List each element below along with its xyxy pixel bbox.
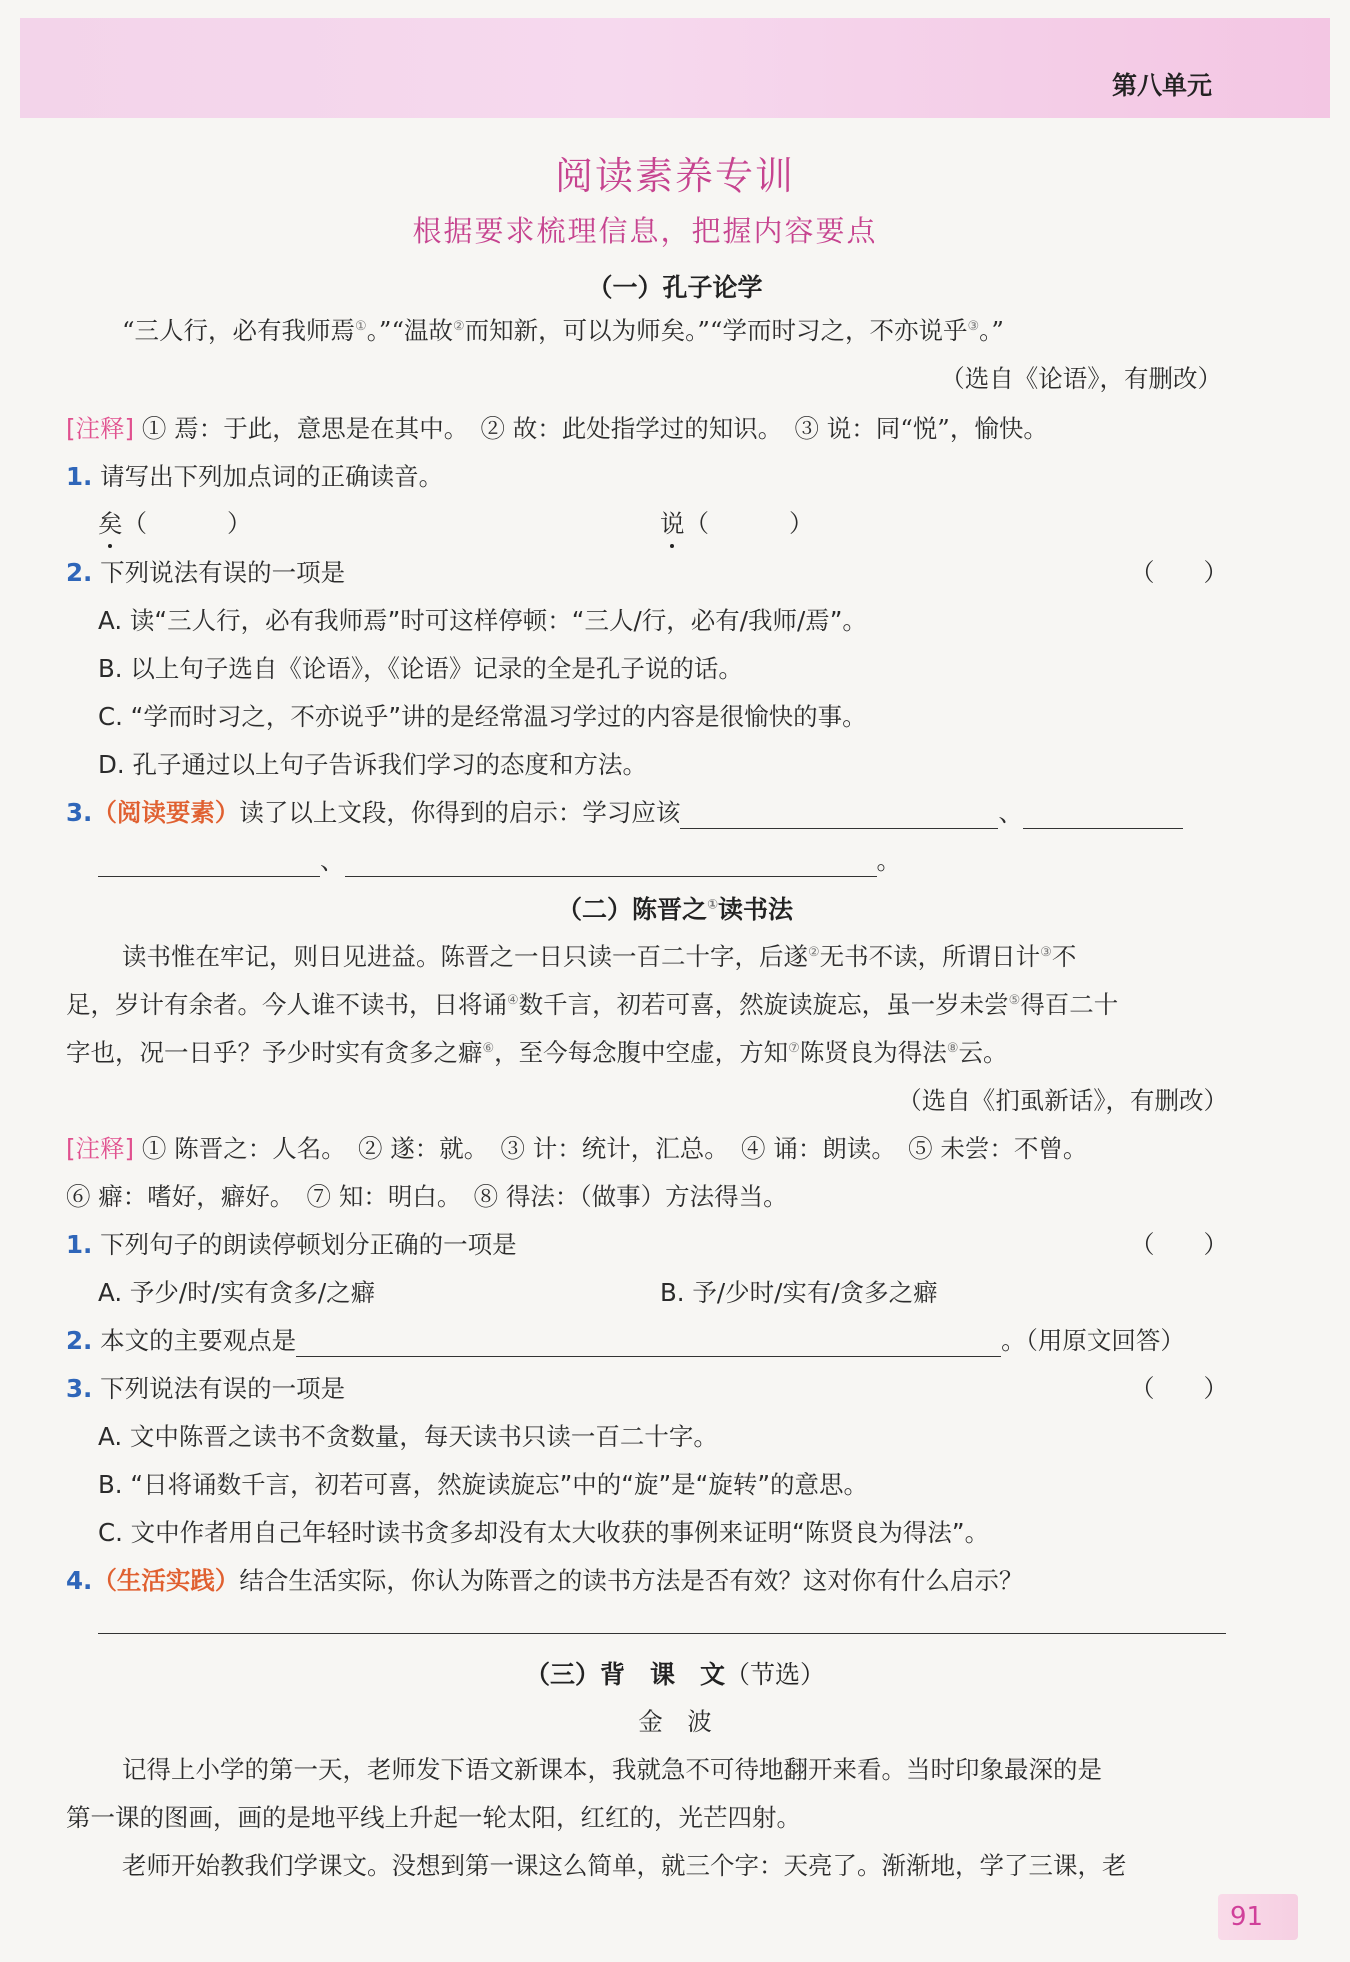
answer-line[interactable] [296, 1356, 1001, 1357]
s1-q2-option-c[interactable]: C. “学而时习之，不亦说乎”讲的是经常温习学过的内容是很愉快的事。 [98, 702, 867, 731]
s1-q1-blank-1[interactable]: 矣（ ） [98, 509, 252, 538]
s1-question-3: 3.（阅读要素）读了以上文段，你得到的启示：学习应该 、 [66, 794, 1183, 829]
s2-q3-option-a[interactable]: A. 文中陈晋之读书不贪数量，每天读书只读一百二十字。 [98, 1422, 718, 1451]
page-subtitle: 根据要求梳理信息，把握内容要点 [412, 214, 878, 248]
page-title: 阅读素养专训 [554, 154, 795, 198]
s2-para-line-3: 字也，况一日乎？予少时实有贪多之癖⑥，至今每念腹中空虚，方知⑦陈贤良为得法⑧云。 [66, 1038, 1008, 1067]
s3-para-line-2: 第一课的图画，画的是地平线上升起一轮太阳，红红的，光芒四射。 [66, 1803, 801, 1832]
unit-label: 第八单元 [1111, 71, 1212, 100]
page-number: 91 [1218, 1894, 1298, 1940]
section2-source: （选自《扪虱新话》，有删改） [897, 1086, 1228, 1115]
section1-notes: [注释] ① 焉：于此，意思是在其中。 ② 故：此处指学过的知识。 ③ 说：同“悦”，愉快。 [66, 414, 1048, 443]
s2-q3-option-c[interactable]: C. 文中作者用自己年轻时读书贪多却没有太大收获的事例来证明“陈贤良为得法”。 [98, 1518, 990, 1547]
note-label: [注释] [66, 1134, 135, 1163]
s2-question-1: 1. 下列句子的朗读停顿划分正确的一项是 [66, 1230, 517, 1259]
s1-q1-blank-2[interactable]: 说（ ） [660, 509, 814, 538]
s1-q2-option-b[interactable]: B. 以上句子选自《论语》，《论语》记录的全是孔子说的话。 [98, 654, 743, 683]
header-band [20, 18, 1330, 118]
s2-q1-option-a[interactable]: A. 予少/时/实有贪多/之癖 [98, 1278, 376, 1307]
s2-q1-option-b[interactable]: B. 予/少时/实有/贪多之癖 [660, 1278, 938, 1307]
tag-reading: （阅读要素） [92, 798, 240, 827]
s1-q2-answer-bracket[interactable]: （ ） [1130, 558, 1228, 587]
answer-line[interactable] [680, 828, 998, 829]
s3-para-line-3: 老师开始教我们学课文。没想到第一课这么简单，就三个字：天亮了。渐渐地，学了三课，老 [122, 1851, 1127, 1880]
section3-author: 金 波 [638, 1707, 712, 1736]
s2-q3-answer-bracket[interactable]: （ ） [1130, 1374, 1228, 1403]
section3-title: （三）背 课 文（节选） [524, 1660, 826, 1689]
answer-line[interactable] [98, 876, 320, 877]
answer-line[interactable] [1023, 828, 1183, 829]
s2-question-2: 2. 本文的主要观点是 。（用原文回答） [66, 1326, 1185, 1355]
section2-notes-2: ⑥ 癖：嗜好，癖好。 ⑦ 知：明白。 ⑧ 得法：（做事）方法得当。 [66, 1182, 788, 1211]
s1-q2-option-a[interactable]: A. 读“三人行，必有我师焉”时可这样停顿：“三人/行，必有/我师/焉”。 [98, 606, 867, 635]
section1-quote: “三人行，必有我师焉①。”“温故②而知新，可以为师矣。”“学而时习之，不亦说乎③。” [122, 316, 1004, 345]
section2-title: （二）陈晋之①读书法 [556, 895, 794, 924]
answer-line[interactable] [98, 1633, 1226, 1634]
s1-q3-line2: 、 。 [98, 842, 901, 877]
section1-title: （一）孔子论学 [587, 273, 763, 302]
section1-source: （选自《论语》，有删改） [940, 364, 1222, 393]
s2-para-line-1: 读书惟在牢记，则日见进益。陈晋之一日只读一百二十字，后遂②无书不读，所谓日计③不 [122, 942, 1077, 971]
s3-para-line-1: 记得上小学的第一天，老师发下语文新课本，我就急不可待地翻开来看。当时印象最深的是 [122, 1755, 1102, 1784]
s2-question-3: 3. 下列说法有误的一项是 [66, 1374, 346, 1403]
answer-line[interactable] [345, 876, 877, 877]
s2-q1-answer-bracket[interactable]: （ ） [1130, 1230, 1228, 1259]
section2-notes-1: [注释] ① 陈晋之：人名。 ② 遂：就。 ③ 计：统计，汇总。 ④ 诵：朗读。 ⑤ 未尝：不曾。 [66, 1134, 1088, 1163]
tag-life: （生活实践） [92, 1566, 240, 1595]
s2-para-line-2: 足，岁计有余者。今人谁不读书，日将诵④数千言，初若可喜，然旋读旋忘，虽一岁未尝⑤得百二十 [66, 990, 1119, 1019]
s1-question-2: 2. 下列说法有误的一项是 [66, 558, 346, 587]
s1-question-1: 1. 请写出下列加点词的正确读音。 [66, 462, 444, 491]
s2-q3-option-b[interactable]: B. “日将诵数千言，初若可喜，然旋读旋忘”中的“旋”是“旋转”的意思。 [98, 1470, 869, 1499]
s2-question-4: 4.（生活实践）结合生活实际，你认为陈晋之的读书方法是否有效？这对你有什么启示？ [66, 1566, 1024, 1595]
note-label: [注释] [66, 414, 135, 443]
s1-q2-option-d[interactable]: D. 孔子通过以上句子告诉我们学习的态度和方法。 [98, 750, 647, 779]
